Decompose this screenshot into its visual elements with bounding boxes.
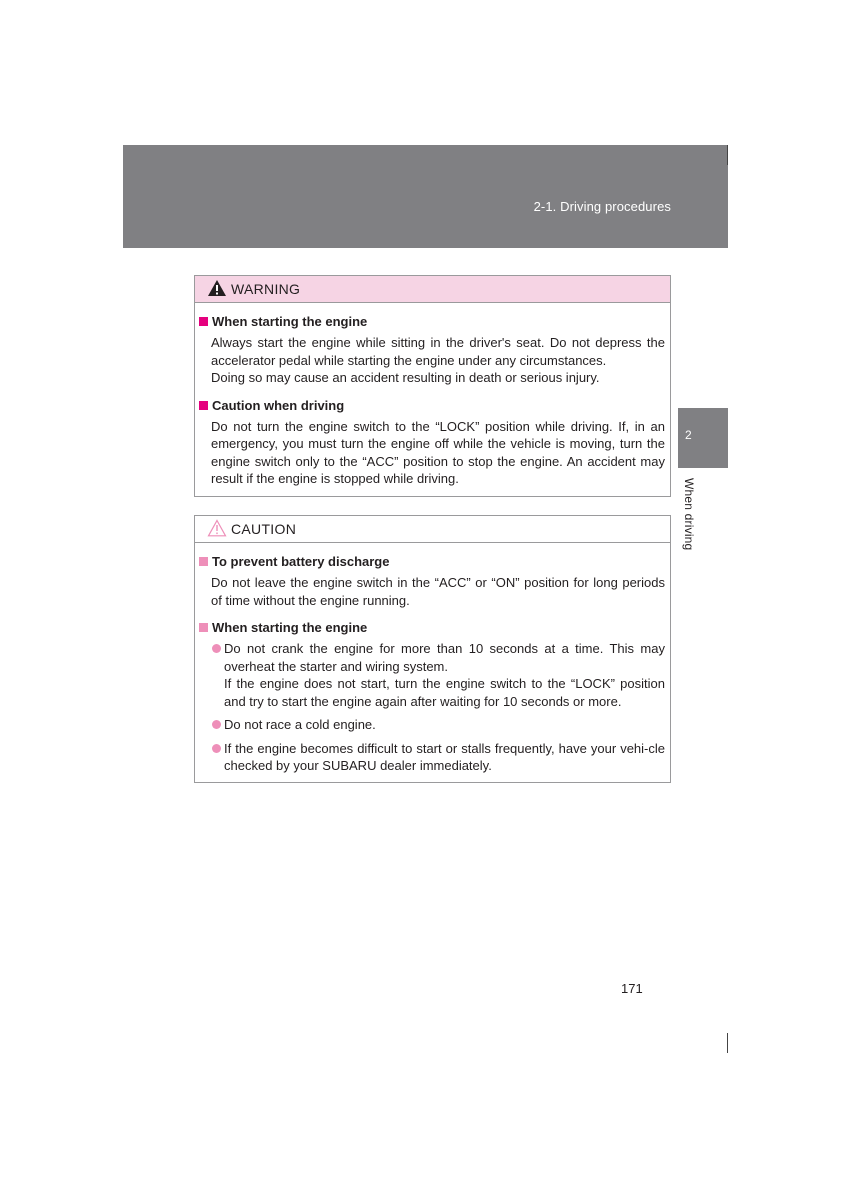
chapter-tab[interactable]: [678, 408, 728, 468]
caution-header: [195, 516, 670, 543]
paragraph: Do not turn the engine switch to the “LOCK” position while driving. If, in an emergency, you must turn the engine off while the vehicle is moving, turn the engine switch only to the “ACC” position to stop the engine. An accident may result if the engine is stopped while driving.: [211, 418, 665, 486]
round-bullet-icon: [212, 644, 221, 653]
crop-mark: [727, 1033, 728, 1053]
warning-heading: WARNING: [231, 281, 301, 297]
list-item: [212, 740, 665, 775]
round-bullet-icon: [212, 744, 221, 753]
section-heading: [199, 620, 665, 635]
paragraph: Always start the engine while sitting in the driver's seat. Do not depress the accelerator pedal while starting the engine under any circumstances.: [211, 335, 665, 368]
page-number: 171: [621, 981, 643, 996]
crop-mark: [727, 145, 728, 165]
header-band: [123, 145, 728, 248]
chapter-number: 2: [685, 428, 692, 442]
warning-box: [194, 275, 671, 497]
square-bullet-icon: [199, 557, 208, 566]
list-item-text: Do not crank the engine for more than 10 seconds at a time. This may overheat the starter and wiring system.: [224, 641, 665, 674]
square-bullet-icon: [199, 317, 208, 326]
list-item-text: Do not race a cold engine.: [224, 717, 376, 732]
section-heading-text: When starting the engine: [212, 620, 368, 635]
section-heading: [199, 554, 665, 569]
list-item: [212, 640, 665, 710]
caution-box: [194, 515, 671, 783]
section-heading-text: When starting the engine: [212, 314, 368, 329]
section-heading-text: Caution when driving: [212, 397, 345, 413]
list-item: [212, 716, 665, 734]
warning-icon: [207, 279, 227, 300]
warning-header: [195, 276, 670, 303]
warning-section: [195, 398, 670, 488]
caution-section: [195, 554, 670, 609]
caution-icon: [207, 519, 227, 540]
list-item-text: If the engine becomes difficult to start or stalls frequently, have your vehi-cle checked by your SUBARU dealer immediately.: [224, 740, 665, 773]
section-title: 2-1. Driving procedures: [533, 199, 671, 214]
square-bullet-icon: [199, 623, 208, 632]
caution-heading: CAUTION: [231, 521, 297, 537]
paragraph: Doing so may cause an accident resulting in death or serious injury.: [211, 370, 600, 385]
caution-section: [195, 620, 670, 775]
section-heading-text: To prevent battery discharge: [212, 554, 390, 569]
paragraph: Do not leave the engine switch in the “ACC” or “ON” position for long periods of time without the engine running.: [211, 575, 665, 608]
section-heading: [199, 398, 665, 413]
section-heading: [199, 314, 665, 329]
round-bullet-icon: [212, 720, 221, 729]
warning-section: [195, 314, 670, 387]
list-item-text: If the engine does not start, turn the engine switch to the “LOCK” position and try to start the engine again after waiting for 10 seconds or more.: [224, 676, 665, 709]
chapter-label: When driving: [682, 478, 696, 551]
square-bullet-icon: [199, 401, 208, 410]
